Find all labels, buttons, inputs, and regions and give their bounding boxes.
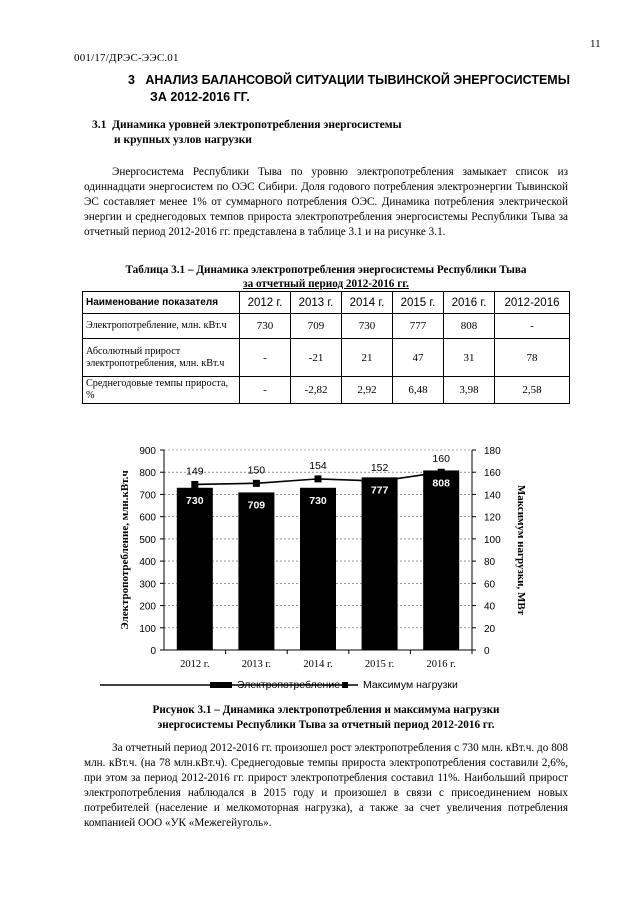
summary-paragraph-text: За отчетный период 2012-2016 гг. произошел рост электропотребления с 730 млн. кВт.ч. до 808 млн. кВт.ч. (на 78 млн.кВт.ч). Среднегодовые темпы прироста электропотребления составили 2,6%, при этом за период 2012-2016 гг. прирост электропотребления составил 11%. Наибольший прирост электропотребления наблюдался в 2015 году и произошел в связи с присоединением новых потребителей (население и мелкомоторная нагрузка), а также за счет увеличения потребления компанией ООО «УК «Межегейуголь».: [84, 742, 568, 829]
bar-data-label: 730: [186, 494, 204, 507]
table-row-label: Электропотребление, млн. кВт.ч: [83, 314, 240, 339]
consumption-table: [82, 291, 570, 404]
subsection-number: 3.1: [92, 119, 107, 131]
legend-line-marker: [342, 682, 348, 688]
table-cell: 31: [444, 339, 495, 377]
chart-x-categories: [180, 650, 472, 670]
right-tick-label: 180: [484, 446, 501, 457]
line-data-label: 154: [309, 459, 327, 472]
legend-line-label: Максимум нагрузки: [363, 679, 458, 691]
section-title: [128, 72, 570, 106]
left-tick-label: 200: [139, 601, 156, 613]
table-cell: 777: [393, 314, 444, 339]
line-data-label: 160: [432, 453, 450, 466]
right-tick-label: 100: [484, 534, 501, 546]
right-tick-label: 40: [484, 601, 496, 613]
table-cell: 21: [342, 339, 393, 377]
table-header-cell: 2013 г.: [291, 292, 342, 314]
chart-line: [186, 453, 450, 488]
chart-legend: [100, 679, 458, 691]
left-tick-label: 600: [139, 512, 156, 524]
table-header-cell: 2016 г.: [444, 292, 495, 314]
table-cell: -: [495, 314, 570, 339]
figure-caption: [84, 703, 568, 733]
line-data-label: 149: [186, 465, 204, 478]
summary-paragraph: [84, 741, 568, 831]
table-cell: -: [240, 377, 291, 404]
line-data-label: 152: [370, 462, 389, 475]
table-header-cell: Наименование показателя: [83, 292, 240, 314]
figure-caption-line1: Рисунок 3.1 – Динамика электропотребления и максимума нагрузки: [152, 704, 500, 716]
table-caption-line1: Таблица 3.1 – Динамика электропотребления энергосистемы Республики Тыва: [125, 264, 527, 276]
left-tick-label: 400: [139, 557, 156, 569]
table-cell: 2,92: [342, 377, 393, 404]
chart-right-ticks: [472, 446, 501, 657]
section-title-line2: ЗА 2012-2016 ГГ.: [150, 90, 250, 104]
right-tick-label: 160: [484, 468, 501, 480]
table-cell: 730: [342, 314, 393, 339]
left-tick-label: 800: [139, 468, 156, 480]
table-cell: 78: [495, 339, 570, 377]
bar: [238, 492, 274, 650]
table-caption-line2: за отчетный период 2012-2016 гг.: [243, 278, 409, 290]
table-row: [83, 377, 570, 404]
table-cell: 730: [240, 314, 291, 339]
figure-caption-line2: энергосистемы Республики Тыва за отчетный период 2012-2016 гг.: [157, 719, 495, 731]
bar: [300, 488, 336, 650]
table-header-row: [83, 292, 570, 314]
line-point: [315, 475, 322, 482]
section-title-line1: АНАЛИЗ БАЛАНСОВОЙ СИТУАЦИИ ТЫВИНСКОЙ ЭНЕРГОСИСТЕМЫ: [145, 73, 570, 87]
bar: [177, 488, 213, 650]
right-tick-label: 140: [484, 490, 501, 502]
right-tick-label: 0: [484, 646, 490, 657]
left-tick-label: 300: [139, 579, 156, 591]
document-id: 001/17/ДРЭС-ЭЭС.01: [74, 52, 179, 64]
table-row-label: Абсолютный прирост электропотребления, млн. кВт.ч: [83, 339, 240, 377]
left-tick-label: 100: [139, 623, 156, 635]
table-row: [83, 339, 570, 377]
table-header-cell: 2014 г.: [342, 292, 393, 314]
right-tick-label: 80: [484, 557, 496, 569]
left-tick-label: 500: [139, 534, 156, 546]
bar-data-label: 730: [309, 494, 327, 507]
table-cell: 6,48: [393, 377, 444, 404]
bar: [362, 477, 398, 650]
table-cell: 808: [444, 314, 495, 339]
table-cell: 2,58: [495, 377, 570, 404]
chart-left-ticks: [139, 446, 164, 657]
table-header-cell: 2012 г.: [240, 292, 291, 314]
right-tick-label: 120: [484, 512, 501, 524]
table-header-cell: 2012-2016: [495, 292, 570, 314]
table-cell: 3,98: [444, 377, 495, 404]
line-point: [438, 469, 445, 476]
left-tick-label: 700: [139, 490, 156, 502]
table-cell: -: [240, 339, 291, 377]
table-caption: [84, 263, 568, 291]
intro-paragraph: [84, 165, 568, 240]
line-point: [376, 478, 383, 485]
bar-data-label: 808: [432, 477, 450, 490]
right-tick-label: 60: [484, 579, 496, 591]
table-row-label: Среднегодовые темпы прироста, %: [83, 377, 240, 404]
table-cell: -2,82: [291, 377, 342, 404]
line-point: [253, 480, 260, 487]
table-row: [83, 314, 570, 339]
subsection-title: [92, 118, 402, 148]
table-header-cell: 2015 г.: [393, 292, 444, 314]
x-category-label: 2012 г.: [180, 659, 210, 670]
bar: [423, 470, 459, 650]
bar-data-label: 777: [370, 484, 389, 497]
consumption-chart: [100, 425, 540, 695]
x-category-label: 2014 г.: [303, 659, 333, 670]
bar-data-label: 709: [247, 499, 266, 512]
legend-bar-label: Электропотребление: [237, 679, 341, 691]
page-number: 11: [590, 38, 601, 50]
table-cell: -21: [291, 339, 342, 377]
chart-ylabel-left: Электропотребление, млн.кВт.ч: [119, 470, 131, 630]
left-tick-label: 0: [150, 646, 156, 657]
line-point: [191, 481, 198, 488]
intro-paragraph-text: Энергосистема Республики Тыва по уровню электропотребления замыкает список из одиннадцати энергосистем по ОЭС Сибири. Доля годового потребления электроэнергии Тывинской ЭС составляет менее 1% от суммарного потребления ОЭС. Динамика потребления электрической энергии и среднегодовых темпов прироста электропотребления энергосистемы Республики Тыва за отчетный период 2012-2016 гг. представлена в таблице 3.1 и на рисунке 3.1.: [84, 166, 568, 238]
left-tick-label: 900: [139, 446, 156, 457]
line-data-label: 150: [247, 464, 266, 477]
x-category-label: 2013 г.: [241, 659, 272, 670]
table-cell: 47: [393, 339, 444, 377]
subsection-title-line2: и крупных узлов нагрузки: [114, 134, 252, 146]
section-number: 3: [128, 73, 135, 87]
chart-bars: [177, 470, 459, 650]
subsection-title-line1: Динамика уровней электропотребления энергосистемы: [112, 119, 402, 131]
chart-ylabel-right: Максимум нагрузки, МВт: [515, 484, 527, 616]
x-category-label: 2015 г.: [364, 659, 395, 670]
table-cell: 709: [291, 314, 342, 339]
x-category-label: 2016 г.: [426, 659, 456, 670]
right-tick-label: 20: [484, 623, 496, 635]
